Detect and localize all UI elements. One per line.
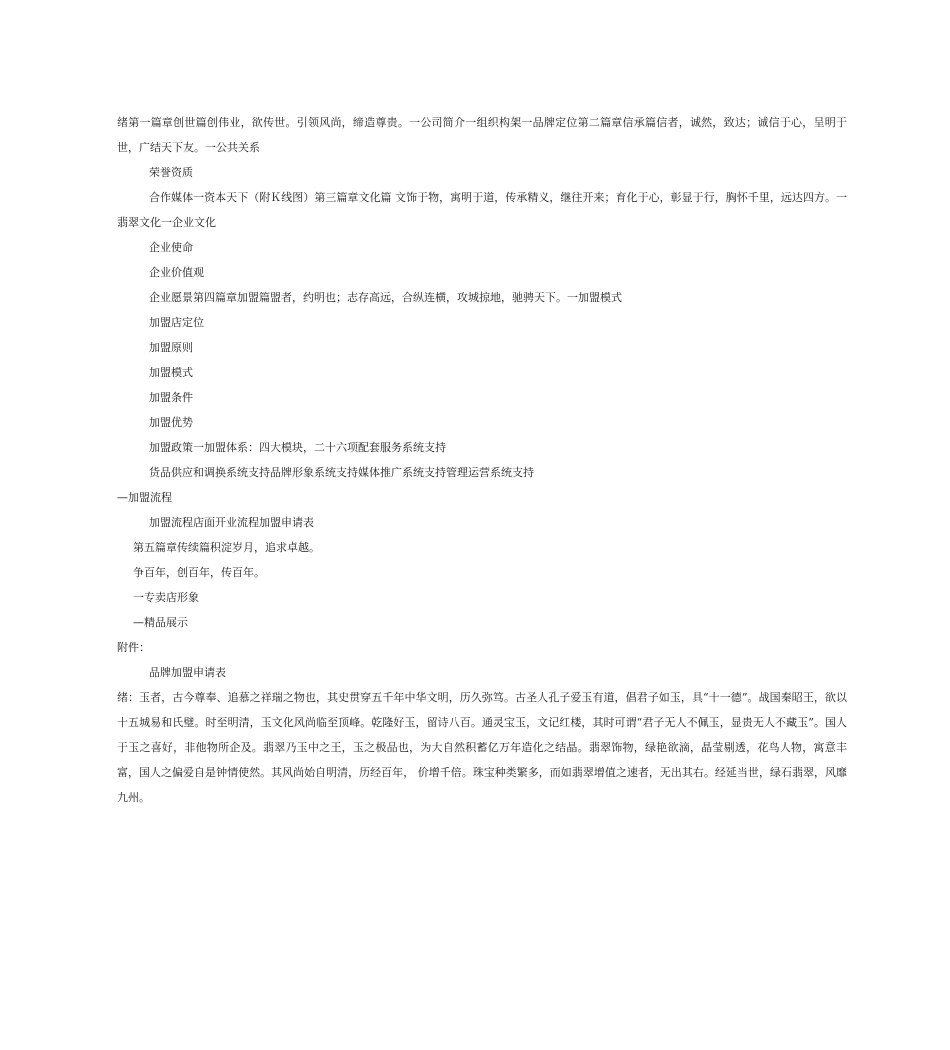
paragraph-jade-intro: 绪：玉者，古今尊奉、追慕之祥瑞之物也，其史贯穿五千年中华文明，历久弥笃。古圣人孔子爱玉有道，倡君子如玉，具“十一德”。战国秦昭王，欲以十五城易和氏璧。时至明清，玉文化风尚临至顶峰。乾隆好玉，留诗八百。通灵宝玉，文记红楼，其时可谓“君子无人不佩玉，显贵无人不藏玉”。国人于玉之喜好，非他物所企及。翡翠乃玉中之王，玉之极品也，为大自然积蓄亿万年造化之结晶。翡翠饰物，绿艳欲滴，晶莹剔透，花鸟人物，寓意丰富，国人之偏爱自是钟情使然。其风尚始自明清，历经百年， 价增千倍。珠宝种类繁多，而如翡翠增值之速者，无出其右。经延当世，绿石翡翠，风靡九州。 bbox=[117, 691, 847, 804]
attachment-heading: 附件： bbox=[117, 641, 150, 654]
item-conditions: 加盟条件 bbox=[149, 391, 193, 404]
item-values: 企业价值观 bbox=[149, 266, 204, 279]
item-showcase: —精品展示 bbox=[133, 616, 188, 629]
item-process-heading: —加盟流程 bbox=[117, 491, 172, 504]
item-advantages: 加盟优势 bbox=[149, 416, 193, 429]
item-policy: 加盟政策一加盟体系：四大模块，二十六项配套服务系统支持 bbox=[149, 441, 446, 454]
item-process-details: 加盟流程店面开业流程加盟申请表 bbox=[149, 516, 314, 529]
item-application-form: 品牌加盟申请表 bbox=[149, 666, 226, 679]
item-chapter-five: 第五篇章传续篇积淀岁月，追求卓越。 bbox=[133, 541, 320, 554]
document-body bbox=[117, 110, 847, 810]
item-vision-chapter-four: 企业愿景第四篇章加盟篇盟者，约明也；志存高远，合纵连横，攻城掠地，驰骋天下。一加盟模式 bbox=[149, 291, 622, 304]
item-principles: 加盟原则 bbox=[149, 341, 193, 354]
item-store-image: 一专卖店形象 bbox=[133, 591, 199, 604]
item-store-positioning: 加盟店定位 bbox=[149, 316, 204, 329]
paragraph-chapter-one-two: 绪第一篇章创世篇创伟业，欲传世。引领风尚，缔造尊贵。一公司简介一组织构架一品牌定位第二篇章信承篇信者，诚然，致达；诚信于心，呈明于世，广结天下友。一公共关系 bbox=[117, 116, 847, 154]
item-honor-qualification: 荣誉资质 bbox=[149, 166, 193, 179]
item-century-motto: 争百年，创百年，传百年。 bbox=[133, 566, 265, 579]
paragraph-chapter-three: 合作媒体一资本天下（附Ｋ线图）第三篇章文化篇 文饰于物，寓明于道，传承精义，继往开来；育化于心，彰显于行，胸怀千里，远达四方。一翡翠文化一企业文化 bbox=[117, 191, 847, 229]
item-mode: 加盟模式 bbox=[149, 366, 193, 379]
item-mission: 企业使命 bbox=[149, 241, 193, 254]
item-support-systems: 货品供应和调换系统支持品牌形象系统支持媒体推广系统支持管理运营系统支持 bbox=[149, 466, 534, 479]
